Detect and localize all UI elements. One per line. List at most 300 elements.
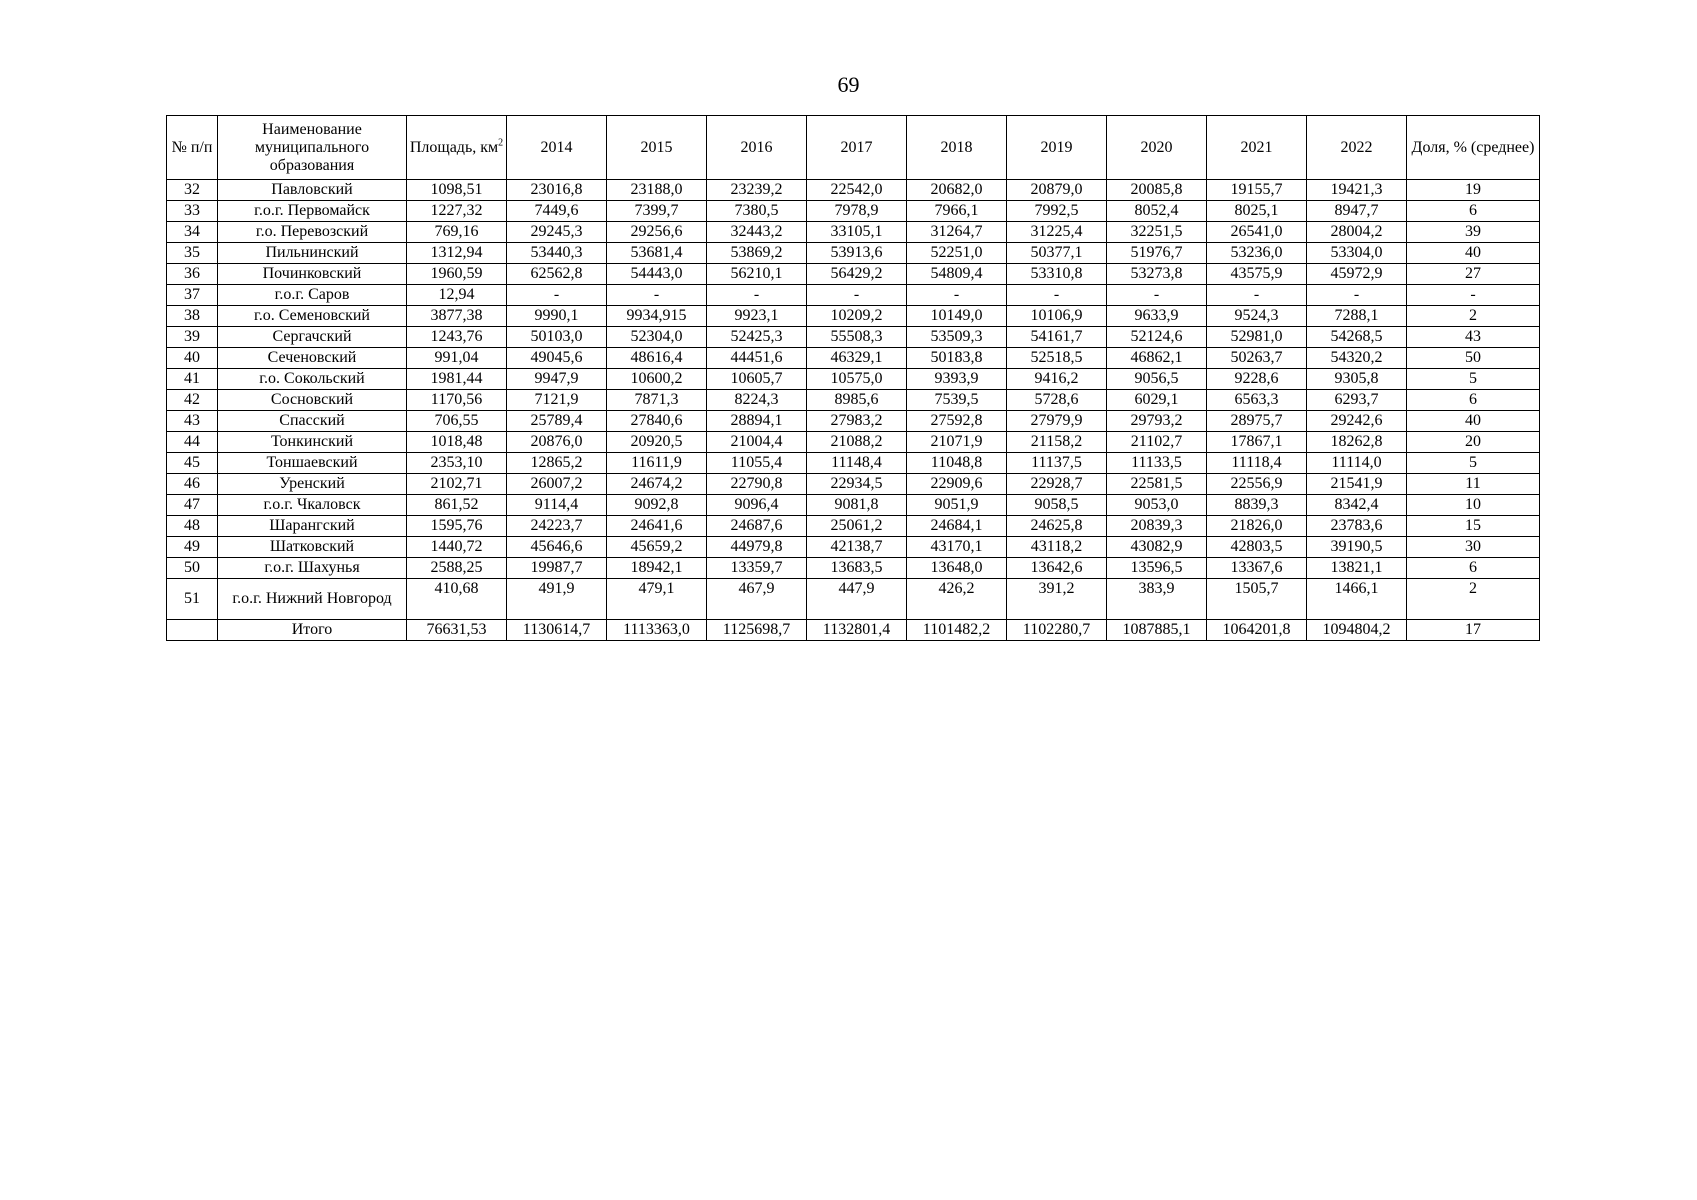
cell-value: 7399,7 — [607, 201, 707, 222]
cell-value: 54443,0 — [607, 264, 707, 285]
cell-value: 53681,4 — [607, 243, 707, 264]
cell-area: 2102,71 — [407, 474, 507, 495]
cell-value: 9416,2 — [1007, 369, 1107, 390]
cell-value: 56429,2 — [807, 264, 907, 285]
cell-area: 706,55 — [407, 411, 507, 432]
total-value: 1130614,7 — [507, 620, 607, 641]
cell-value: 22542,0 — [807, 180, 907, 201]
cell-area: 769,16 — [407, 222, 507, 243]
table-row — [167, 285, 1540, 306]
table-row — [167, 306, 1540, 327]
cell-value: 53440,3 — [507, 243, 607, 264]
cell-value: 43170,1 — [907, 537, 1007, 558]
cell-value: 9096,4 — [707, 495, 807, 516]
table-row — [167, 222, 1540, 243]
cell-value: 9923,1 — [707, 306, 807, 327]
cell-num: 39 — [167, 327, 218, 348]
cell-value: 383,9 — [1107, 579, 1207, 620]
cell-value: 9947,9 — [507, 369, 607, 390]
header-area — [407, 116, 507, 180]
cell-value: 22934,5 — [807, 474, 907, 495]
cell-value: 28004,2 — [1307, 222, 1407, 243]
cell-value: 43082,9 — [1107, 537, 1207, 558]
cell-value: 54161,7 — [1007, 327, 1107, 348]
cell-area: 1440,72 — [407, 537, 507, 558]
cell-share: - — [1407, 285, 1540, 306]
cell-value: 22909,6 — [907, 474, 1007, 495]
cell-value: - — [1107, 285, 1207, 306]
cell-share: 27 — [1407, 264, 1540, 285]
cell-area: 1312,94 — [407, 243, 507, 264]
header-year: 2014 — [507, 116, 607, 180]
cell-value: 45972,9 — [1307, 264, 1407, 285]
cell-value: 20879,0 — [1007, 180, 1107, 201]
cell-value: 53869,2 — [707, 243, 807, 264]
cell-value: 1505,7 — [1207, 579, 1307, 620]
cell-value: 25789,4 — [507, 411, 607, 432]
cell-name: Тоншаевский — [218, 453, 407, 474]
cell-value: - — [1207, 285, 1307, 306]
cell-value: 52124,6 — [1107, 327, 1207, 348]
cell-value: 27840,6 — [607, 411, 707, 432]
total-value: 1113363,0 — [607, 620, 707, 641]
cell-num: 41 — [167, 369, 218, 390]
cell-value: 7288,1 — [1307, 306, 1407, 327]
header-year: 2021 — [1207, 116, 1307, 180]
cell-value: 11148,4 — [807, 453, 907, 474]
cell-value: 6563,3 — [1207, 390, 1307, 411]
cell-value: 24687,6 — [707, 516, 807, 537]
cell-value: 9081,8 — [807, 495, 907, 516]
cell-value: 50377,1 — [1007, 243, 1107, 264]
cell-value: 18942,1 — [607, 558, 707, 579]
cell-name: Шатковский — [218, 537, 407, 558]
cell-value: 62562,8 — [507, 264, 607, 285]
cell-value: 7871,3 — [607, 390, 707, 411]
table-row — [167, 453, 1540, 474]
cell-area: 2353,10 — [407, 453, 507, 474]
total-share: 17 — [1407, 620, 1540, 641]
cell-value: 22928,7 — [1007, 474, 1107, 495]
cell-value: 44979,8 — [707, 537, 807, 558]
cell-num: 50 — [167, 558, 218, 579]
header-area-label: Площадь, км — [409, 138, 499, 156]
cell-value: 52425,3 — [707, 327, 807, 348]
table-row — [167, 579, 1540, 620]
total-row — [167, 620, 1540, 641]
cell-value: 25061,2 — [807, 516, 907, 537]
cell-name: Сосновский — [218, 390, 407, 411]
cell-value: 28894,1 — [707, 411, 807, 432]
cell-num: 32 — [167, 180, 218, 201]
table-body — [167, 180, 1540, 641]
cell-share: 6 — [1407, 558, 1540, 579]
cell-value: 46862,1 — [1107, 348, 1207, 369]
header-year: 2018 — [907, 116, 1007, 180]
cell-value: 22556,9 — [1207, 474, 1307, 495]
cell-value: 12865,2 — [507, 453, 607, 474]
cell-value: 21158,2 — [1007, 432, 1107, 453]
cell-value: 52981,0 — [1207, 327, 1307, 348]
cell-value: 467,9 — [707, 579, 807, 620]
cell-value: 29242,6 — [1307, 411, 1407, 432]
cell-value: 24223,7 — [507, 516, 607, 537]
cell-value: 49045,6 — [507, 348, 607, 369]
cell-value: 50103,0 — [507, 327, 607, 348]
cell-value: 19421,3 — [1307, 180, 1407, 201]
cell-num: 40 — [167, 348, 218, 369]
cell-share: 30 — [1407, 537, 1540, 558]
cell-value: 13359,7 — [707, 558, 807, 579]
cell-value: 447,9 — [807, 579, 907, 620]
table-row — [167, 411, 1540, 432]
data-table — [166, 115, 1540, 641]
header-year: 2016 — [707, 116, 807, 180]
cell-value: 26541,0 — [1207, 222, 1307, 243]
cell-value: 56210,1 — [707, 264, 807, 285]
cell-value: 9305,8 — [1307, 369, 1407, 390]
cell-share: 40 — [1407, 243, 1540, 264]
cell-share: 11 — [1407, 474, 1540, 495]
cell-num: 33 — [167, 201, 218, 222]
cell-area: 1170,56 — [407, 390, 507, 411]
cell-value: 48616,4 — [607, 348, 707, 369]
header-year: 2020 — [1107, 116, 1207, 180]
cell-area: 991,04 — [407, 348, 507, 369]
cell-value: - — [807, 285, 907, 306]
cell-value: 53273,8 — [1107, 264, 1207, 285]
cell-value: 21541,9 — [1307, 474, 1407, 495]
total-area: 76631,53 — [407, 620, 507, 641]
cell-value: 5728,6 — [1007, 390, 1107, 411]
cell-value: 9228,6 — [1207, 369, 1307, 390]
cell-name: Починковский — [218, 264, 407, 285]
cell-share: 43 — [1407, 327, 1540, 348]
cell-value: 10575,0 — [807, 369, 907, 390]
cell-value: 52518,5 — [1007, 348, 1107, 369]
cell-num: 49 — [167, 537, 218, 558]
header-share: Доля, % (среднее) — [1407, 116, 1540, 180]
cell-share: 6 — [1407, 201, 1540, 222]
cell-share: 40 — [1407, 411, 1540, 432]
cell-value: 20085,8 — [1107, 180, 1207, 201]
cell-share: 50 — [1407, 348, 1540, 369]
total-value: 1064201,8 — [1207, 620, 1307, 641]
cell-value: 10149,0 — [907, 306, 1007, 327]
cell-value: 8224,3 — [707, 390, 807, 411]
cell-area: 12,94 — [407, 285, 507, 306]
cell-value: 11118,4 — [1207, 453, 1307, 474]
table-row — [167, 516, 1540, 537]
cell-value: 29245,3 — [507, 222, 607, 243]
total-value: 1125698,7 — [707, 620, 807, 641]
cell-value: 52304,0 — [607, 327, 707, 348]
cell-area: 1098,51 — [407, 180, 507, 201]
cell-value: 23239,2 — [707, 180, 807, 201]
table-row — [167, 264, 1540, 285]
cell-value: 24641,6 — [607, 516, 707, 537]
cell-value: 8839,3 — [1207, 495, 1307, 516]
cell-value: 33105,1 — [807, 222, 907, 243]
cell-value: 42138,7 — [807, 537, 907, 558]
cell-share: 19 — [1407, 180, 1540, 201]
cell-value: - — [607, 285, 707, 306]
cell-share: 2 — [1407, 306, 1540, 327]
cell-value: 53304,0 — [1307, 243, 1407, 264]
cell-value: 32443,2 — [707, 222, 807, 243]
cell-value: 8052,4 — [1107, 201, 1207, 222]
cell-value: 20920,5 — [607, 432, 707, 453]
cell-name: Сеченовский — [218, 348, 407, 369]
cell-value: 13648,0 — [907, 558, 1007, 579]
cell-value: 24674,2 — [607, 474, 707, 495]
cell-value: 11114,0 — [1307, 453, 1407, 474]
cell-value: 29256,6 — [607, 222, 707, 243]
cell-name: Уренский — [218, 474, 407, 495]
cell-value: 44451,6 — [707, 348, 807, 369]
cell-value: 43118,2 — [1007, 537, 1107, 558]
cell-value: 54320,2 — [1307, 348, 1407, 369]
cell-share: 10 — [1407, 495, 1540, 516]
cell-value: 11133,5 — [1107, 453, 1207, 474]
cell-value: 31225,4 — [1007, 222, 1107, 243]
cell-value: 55508,3 — [807, 327, 907, 348]
table-row — [167, 327, 1540, 348]
cell-value: 391,2 — [1007, 579, 1107, 620]
table-row — [167, 243, 1540, 264]
cell-value: 9092,8 — [607, 495, 707, 516]
cell-value: 19155,7 — [1207, 180, 1307, 201]
cell-value: 7380,5 — [707, 201, 807, 222]
cell-num: 45 — [167, 453, 218, 474]
cell-value: 27979,9 — [1007, 411, 1107, 432]
total-value: 1087885,1 — [1107, 620, 1207, 641]
cell-num: 47 — [167, 495, 218, 516]
cell-num: 46 — [167, 474, 218, 495]
cell-value: 13642,6 — [1007, 558, 1107, 579]
header-row — [167, 116, 1540, 180]
cell-value: 9058,5 — [1007, 495, 1107, 516]
table-row — [167, 537, 1540, 558]
cell-value: 22581,5 — [1107, 474, 1207, 495]
cell-value: 22790,8 — [707, 474, 807, 495]
cell-value: 43575,9 — [1207, 264, 1307, 285]
cell-num: 38 — [167, 306, 218, 327]
cell-value: 54809,4 — [907, 264, 1007, 285]
cell-value: - — [907, 285, 1007, 306]
cell-value: 7966,1 — [907, 201, 1007, 222]
cell-value: 26007,2 — [507, 474, 607, 495]
header-year: 2015 — [607, 116, 707, 180]
page-number: 69 — [837, 72, 860, 97]
cell-share: 2 — [1407, 579, 1540, 620]
cell-name: Сергачский — [218, 327, 407, 348]
cell-area: 2588,25 — [407, 558, 507, 579]
cell-num: 43 — [167, 411, 218, 432]
header-year: 2022 — [1307, 116, 1407, 180]
total-name: Итого — [218, 620, 407, 641]
cell-value: 11611,9 — [607, 453, 707, 474]
table-row — [167, 369, 1540, 390]
cell-value: 6029,1 — [1107, 390, 1207, 411]
cell-value: 21102,7 — [1107, 432, 1207, 453]
cell-value: 9053,0 — [1107, 495, 1207, 516]
cell-name: г.о. Семеновский — [218, 306, 407, 327]
cell-value: 23783,6 — [1307, 516, 1407, 537]
total-value: 1102280,7 — [1007, 620, 1107, 641]
cell-value: 24684,1 — [907, 516, 1007, 537]
cell-value: 10605,7 — [707, 369, 807, 390]
table-row — [167, 348, 1540, 369]
cell-value: 479,1 — [607, 579, 707, 620]
cell-value: 21088,2 — [807, 432, 907, 453]
cell-value: 8025,1 — [1207, 201, 1307, 222]
cell-value: 45646,6 — [507, 537, 607, 558]
cell-name: г.о.г. Шахунья — [218, 558, 407, 579]
cell-value: 23016,8 — [507, 180, 607, 201]
cell-name: г.о.г. Первомайск — [218, 201, 407, 222]
cell-value: 31264,7 — [907, 222, 1007, 243]
cell-value: 10600,2 — [607, 369, 707, 390]
table-row — [167, 495, 1540, 516]
cell-num: 36 — [167, 264, 218, 285]
cell-area: 410,68 — [407, 579, 507, 620]
cell-num: 35 — [167, 243, 218, 264]
cell-value: 426,2 — [907, 579, 1007, 620]
cell-value: 39190,5 — [1307, 537, 1407, 558]
cell-value: 21004,4 — [707, 432, 807, 453]
cell-value: 10209,2 — [807, 306, 907, 327]
cell-share: 20 — [1407, 432, 1540, 453]
cell-area: 1243,76 — [407, 327, 507, 348]
total-value: 1094804,2 — [1307, 620, 1407, 641]
cell-value: 52251,0 — [907, 243, 1007, 264]
cell-value: 9056,5 — [1107, 369, 1207, 390]
cell-value: 9393,9 — [907, 369, 1007, 390]
cell-value: - — [1307, 285, 1407, 306]
cell-value: 17867,1 — [1207, 432, 1307, 453]
cell-value: 53913,6 — [807, 243, 907, 264]
cell-value: 19987,7 — [507, 558, 607, 579]
cell-value: 13821,1 — [1307, 558, 1407, 579]
cell-value: 32251,5 — [1107, 222, 1207, 243]
table-row — [167, 432, 1540, 453]
table-row — [167, 558, 1540, 579]
cell-value: 20876,0 — [507, 432, 607, 453]
cell-value: 21826,0 — [1207, 516, 1307, 537]
cell-value: 6293,7 — [1307, 390, 1407, 411]
cell-value: 13596,5 — [1107, 558, 1207, 579]
table-row — [167, 180, 1540, 201]
cell-value: 42803,5 — [1207, 537, 1307, 558]
cell-value: 51976,7 — [1107, 243, 1207, 264]
cell-value: 8947,7 — [1307, 201, 1407, 222]
cell-area: 861,52 — [407, 495, 507, 516]
cell-value: 53310,8 — [1007, 264, 1107, 285]
cell-value: 53236,0 — [1207, 243, 1307, 264]
cell-name: г.о.г. Саров — [218, 285, 407, 306]
cell-num: 34 — [167, 222, 218, 243]
cell-value: 11048,8 — [907, 453, 1007, 474]
cell-value: - — [707, 285, 807, 306]
cell-name: Павловский — [218, 180, 407, 201]
total-num — [167, 620, 218, 641]
cell-num: 37 — [167, 285, 218, 306]
cell-area: 1227,32 — [407, 201, 507, 222]
cell-num: 44 — [167, 432, 218, 453]
cell-value: 7449,6 — [507, 201, 607, 222]
cell-value: 45659,2 — [607, 537, 707, 558]
table-row — [167, 474, 1540, 495]
cell-name: г.о. Перевозский — [218, 222, 407, 243]
header-area-sup: 2 — [498, 137, 504, 149]
cell-value: 27592,8 — [907, 411, 1007, 432]
cell-value: 50263,7 — [1207, 348, 1307, 369]
cell-name: Спасский — [218, 411, 407, 432]
cell-value: 53509,3 — [907, 327, 1007, 348]
cell-name: Тонкинский — [218, 432, 407, 453]
cell-name: г.о.г. Чкаловск — [218, 495, 407, 516]
cell-value: 20839,3 — [1107, 516, 1207, 537]
cell-share: 15 — [1407, 516, 1540, 537]
cell-value: 8342,4 — [1307, 495, 1407, 516]
cell-value: - — [507, 285, 607, 306]
cell-value: 21071,9 — [907, 432, 1007, 453]
header-year: 2017 — [807, 116, 907, 180]
cell-value: 46329,1 — [807, 348, 907, 369]
cell-num: 42 — [167, 390, 218, 411]
cell-value: 7978,9 — [807, 201, 907, 222]
cell-value: 9114,4 — [507, 495, 607, 516]
cell-value: 18262,8 — [1307, 432, 1407, 453]
cell-value: - — [1007, 285, 1107, 306]
total-value: 1101482,2 — [907, 620, 1007, 641]
cell-value: 50183,8 — [907, 348, 1007, 369]
cell-value: 54268,5 — [1307, 327, 1407, 348]
cell-value: 9633,9 — [1107, 306, 1207, 327]
cell-num: 51 — [167, 579, 218, 620]
cell-value: 11055,4 — [707, 453, 807, 474]
cell-value: 491,9 — [507, 579, 607, 620]
cell-value: 7992,5 — [1007, 201, 1107, 222]
cell-name: Пильнинский — [218, 243, 407, 264]
cell-share: 5 — [1407, 453, 1540, 474]
header-year: 2019 — [1007, 116, 1107, 180]
cell-value: 9051,9 — [907, 495, 1007, 516]
cell-value: 8985,6 — [807, 390, 907, 411]
cell-share: 6 — [1407, 390, 1540, 411]
cell-value: 20682,0 — [907, 180, 1007, 201]
cell-value: 9934,915 — [607, 306, 707, 327]
cell-name: г.о. Сокольский — [218, 369, 407, 390]
cell-value: 10106,9 — [1007, 306, 1107, 327]
cell-area: 3877,38 — [407, 306, 507, 327]
cell-value: 28975,7 — [1207, 411, 1307, 432]
table-row — [167, 390, 1540, 411]
cell-share: 39 — [1407, 222, 1540, 243]
cell-name: Шарангский — [218, 516, 407, 537]
cell-value: 9524,3 — [1207, 306, 1307, 327]
cell-value: 24625,8 — [1007, 516, 1107, 537]
cell-name: г.о.г. Нижний Новгород — [218, 579, 407, 620]
table-row — [167, 201, 1540, 222]
cell-value: 27983,2 — [807, 411, 907, 432]
cell-value: 9990,1 — [507, 306, 607, 327]
cell-share: 5 — [1407, 369, 1540, 390]
cell-value: 7121,9 — [507, 390, 607, 411]
cell-value: 29793,2 — [1107, 411, 1207, 432]
cell-area: 1981,44 — [407, 369, 507, 390]
